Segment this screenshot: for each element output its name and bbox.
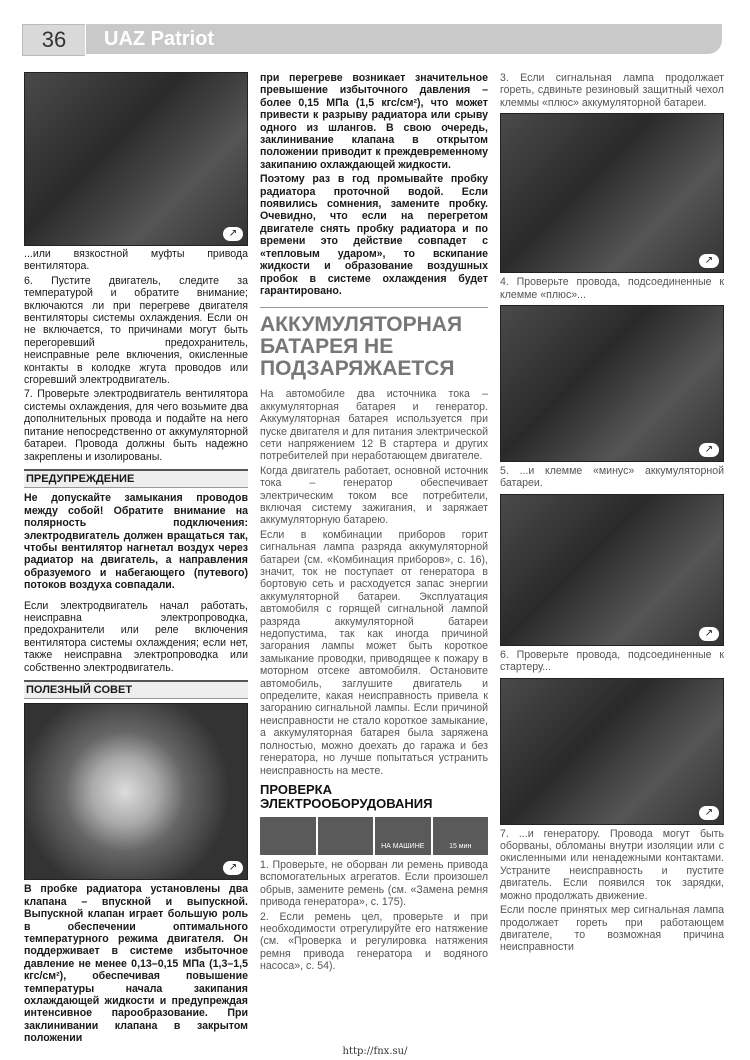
minus-terminal-photo: [500, 494, 724, 646]
check-step-4: 4. Проверьте провода, подсоединенные к клемме «плюс»...: [500, 276, 724, 301]
radiator-cap-photo: [24, 703, 248, 880]
battery-generator: Когда двигатель работает, основной источник тока – генератор обеспечивает электрическим током все потребители, включая систему зажигания, и заряжает аккумуляторную батарею.: [260, 464, 488, 527]
check-step-2: 2. Если ремень цел, проверьте и при необходимости отрегулируйте его натяжение (см. «Проверка и регулировка натяжения ремня привода генератора и водяного насоса», с. 54).: [260, 910, 488, 973]
warning-text: Не допускайте замыкания проводов между собой! Обратите внимание на полярность подключения: электродвигатель должен вращаться так, чтобы вентилятор нагнетал воздух через радиатор на двигатель, а направления образуемого и набегающего (путевого) потоков воздуха совпадали.: [24, 492, 248, 592]
footer-url: http://fnx.su/: [342, 1046, 408, 1057]
difficulty-icons: [260, 817, 488, 855]
check-step-1: 1. Проверьте, не оборван ли ремень привода вспомогательных агрегатов. Если произошел обрыв, замените ремень (см. «Замена ремня привода генератора», с. 175).: [260, 858, 488, 909]
check-heading: ПРОВЕРКА ЭЛЕКТРООБОРУДОВАНИЯ: [260, 781, 433, 811]
tip-text: В пробке радиатора установлены два клапана – впускной и выпускной. Выпускной клапан играет большую роль в обеспечении оптимального температурного режима двигателя. Он поддерживает в системе избыточное давление не менее 0,13–0,15 МПа (1,3–1,5 кгс/см²), обеспечивая повышение температуры начала закипания охлаждающей жидкости и предупреждая интенсивное парообразование. При заклинивании клапана в закрытом положении: [24, 883, 248, 1045]
fan-caption: ...или вязкостной муфты привода вентилятора.: [24, 248, 248, 273]
check-step-8: Если после принятых мер сигнальная лампа продолжает гореть при работающем двигателе, то возможная причина неисправности: [500, 904, 724, 954]
column-1: [24, 72, 248, 1047]
battery-warning-lamp: Если в комбинации приборов горит сигнальная лампа разряда аккумуляторной батареи (см. «Комбинация приборов», с. 16), значит, ток не поступает от генератора в бортовую сеть и расходуется запас энергии аккумуляторной батареи. Эксплуатация автомобиля с горящей сигнальной лампой разряда аккумуляторной батареи недопустима, так как иногда причиной загорания лампы может быть короткое замыкание проводки, приводящее к пожару в моторном отсеке автомобиля. Остановите автомобиль, заглушите двигатель и определите, какая неисправность привела к загоранию сигнальной лампы. Если причиной неисправности не стало короткое замыкание, а аккумуляторная батарея была заряжена полностью, можно доехать до гаража и без генератора, но лучше попытаться устранить неисправность на месте.: [260, 528, 488, 777]
clock-icon: 15 мин: [433, 817, 489, 855]
wrench-icon: ↗: [699, 443, 719, 457]
step-6: 6. Пустите двигатель, следите за температурой и обратите внимание; включаются ли при перегреве двигателя вентиляторы системы охлаждения. Если он не включается, то причинами могут быть перегоревший предохранитель, неисправные реле включения, окисленные контакты в колодке жгута проводов или сгоревший электродвигатель.: [24, 274, 248, 387]
page-title: UAZ Patriot: [86, 24, 722, 54]
wrench-icon: ↗: [699, 254, 719, 268]
battery-cover-photo: [500, 113, 724, 273]
section-heading: АККУМУЛЯТОРНАЯ БАТАРЕЯ НЕ ПОДЗАРЯЖАЕТСЯ: [260, 313, 463, 381]
tip-title: ПОЛЕЗНЫЙ СОВЕТ: [24, 680, 248, 699]
page-number: 36: [22, 24, 85, 56]
check-step-7: 7. ...и генератору. Провода могут быть оборваны, обломаны внутри изоляции или с окисленными или ненадежными контактами. Устраните неисправность и пустите двигатель. Если появился ток зарядки, можно продолжать движение.: [500, 827, 724, 902]
wrench-icon: ↗: [223, 861, 243, 875]
page-header: [22, 24, 722, 54]
warning-title: ПРЕДУПРЕЖДЕНИЕ: [24, 469, 248, 488]
wrench-icon: ↗: [699, 806, 719, 820]
fan-paragraph: Если электродвигатель начал работать, неисправна электропроводка, предохранители или реле включения вентилятора системы охлаждения; если нет, также неисправна электропроводка или собственно электродвигатель.: [24, 599, 248, 674]
plus-terminal-photo: [500, 305, 724, 462]
battery-intro: На автомобиле два источника тока – аккумуляторная батарея и генератор. Аккумуляторная батарея используется при пуске двигателя и для питания электрической сети напряжением 12 В стартера и других потребителей при неработающем двигателе.: [260, 388, 488, 463]
tip-continuation: при перегреве возникает значительное превышение избыточного давления – более 0,15 МПа (1,5 кгс/см²), что может привести к разрыву радиатора или срыву одного из шлангов. В свою очередь, заклинивание клапана в открытом положении приводит к преждевременному закипанию охлаждающей жидкости.: [260, 72, 488, 171]
wrench-icon: ↗: [223, 227, 243, 241]
column-2: [260, 72, 488, 975]
tip-continuation-2: Поэтому раз в год промывайте пробку радиатора проточной водой. Если появились сомнения, замените пробку. Очевидно, что если на перегретом двигателе снять пробку радиатора и по времени это действие совпадет с «тепловым ударом», то вскипание жидкости и образование воздушных пробок в системе охлаждения будет гарантировано.: [260, 173, 488, 297]
check-step-6: 6. Проверьте провода, подсоединенные к стартеру...: [500, 648, 724, 674]
column-3: [500, 72, 724, 956]
car-icon: НА МАШИНЕ: [375, 817, 431, 855]
fan-clutch-photo: [24, 72, 248, 246]
check-step-5: 5. ...и клемме «минус» аккумуляторной батареи.: [500, 465, 724, 490]
wrench-icon: [260, 817, 316, 855]
step-7: 7. Проверьте электродвигатель вентилятора системы охлаждения, для чего возьмите два дополнительных провода и подайте на него питание непосредственно от аккумуляторной батареи. Провода должны быть надежно закреплены и изолированы.: [24, 388, 248, 463]
starter-photo: [500, 678, 724, 825]
check-step-3: 3. Если сигнальная лампа продолжает гореть, сдвиньте резиновый защитный чехол клеммы «плюс» аккумуляторной батареи.: [500, 72, 724, 109]
wrench-icon: ↗: [699, 627, 719, 641]
person-icon: [318, 817, 374, 855]
